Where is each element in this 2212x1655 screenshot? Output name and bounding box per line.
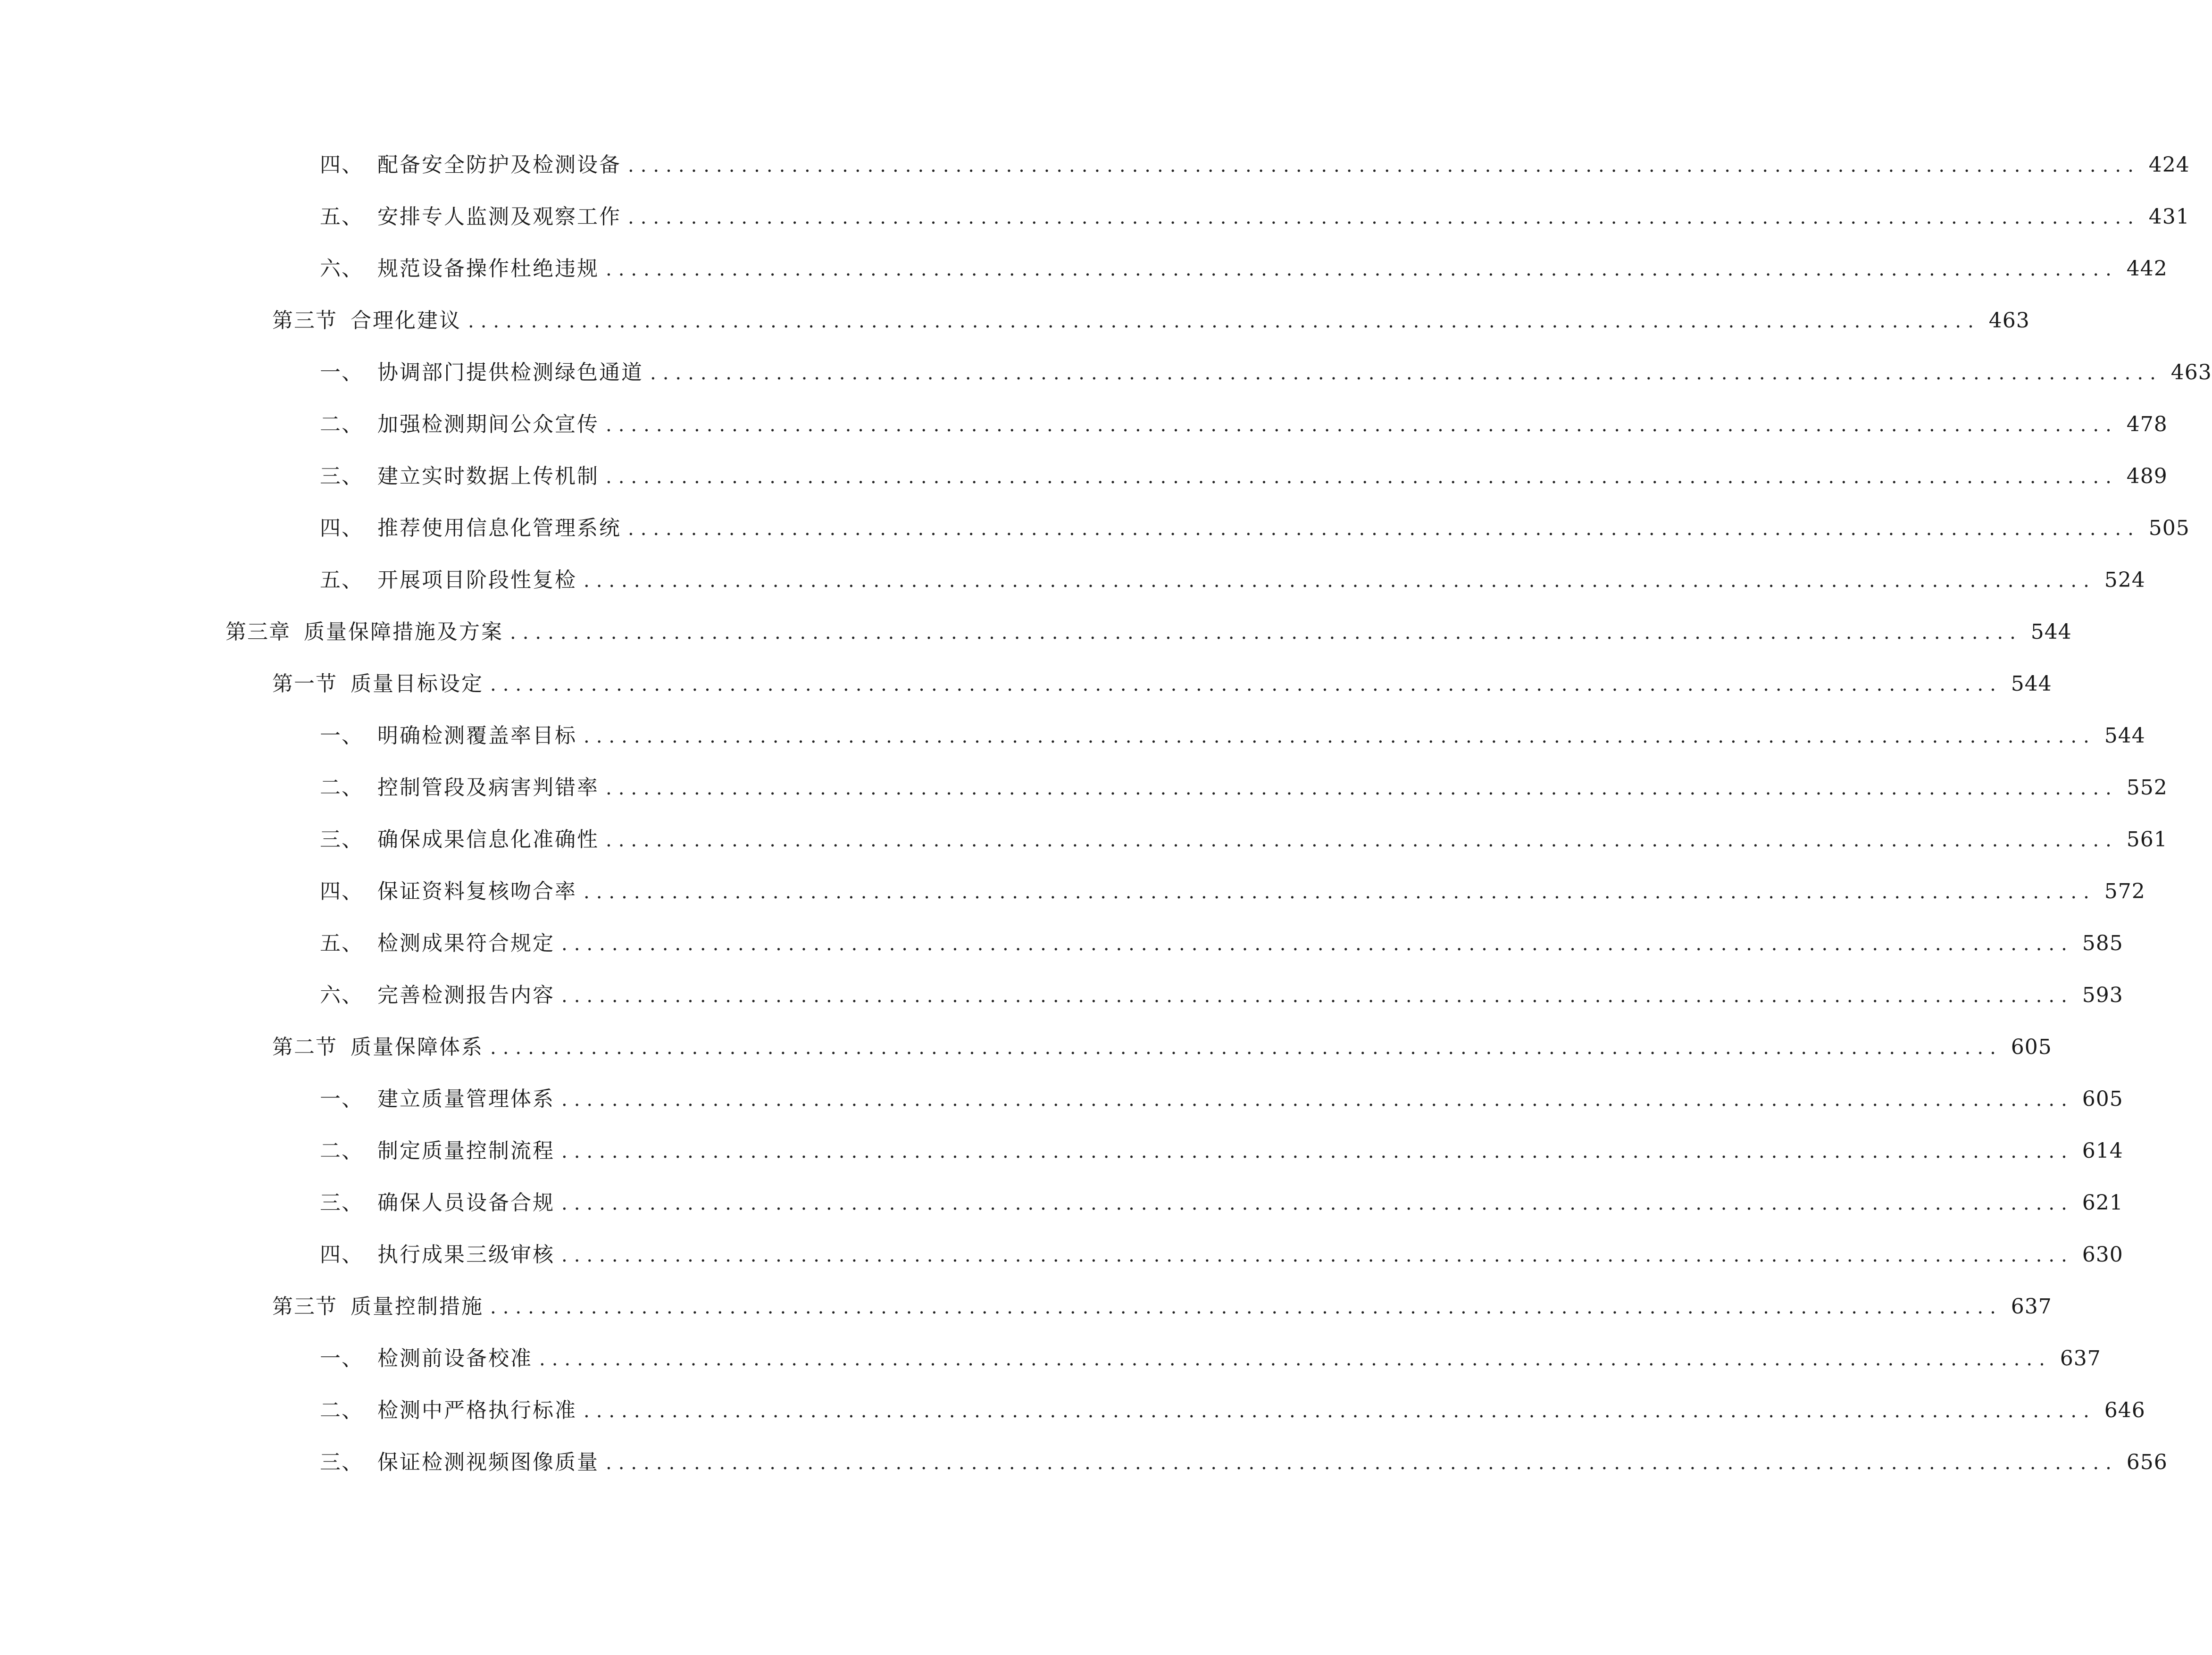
toc-entry-page: 424 (2148, 153, 2190, 177)
toc-leader-dots: ........................................................................................................................ (606, 466, 2118, 488)
toc-entry[interactable] (0, 1187, 2123, 1220)
toc-entry[interactable] (0, 304, 2030, 337)
toc-entry-page: 442 (2126, 257, 2168, 281)
toc-entry-number: 二、 (320, 776, 363, 800)
toc-entry-title: 建立质量管理体系 (377, 1087, 555, 1111)
toc-entry-title: 开展项目阶段性复检 (377, 568, 577, 592)
toc-entry-title: 规范设备操作杜绝违规 (377, 257, 599, 281)
toc-entry-page: 605 (2082, 1087, 2123, 1111)
toc-entry-page: 561 (2126, 828, 2168, 852)
toc-entry-title: 检测成果符合规定 (377, 931, 555, 955)
toc-entry-number: 五、 (320, 205, 363, 229)
toc-entry-page: 463 (2170, 360, 2212, 384)
toc-entry-page: 478 (2126, 412, 2168, 436)
toc-entry-title: 配备安全防护及检测设备 (377, 153, 621, 177)
toc-entry-number: 三、 (320, 464, 363, 488)
toc-entry[interactable] (0, 149, 2190, 182)
toc-entry-page: 637 (2011, 1295, 2052, 1319)
toc-entry-number: 五、 (320, 931, 363, 955)
toc-entry-title: 质量目标设定 (351, 672, 484, 696)
toc-entry-number: 二、 (320, 1139, 363, 1163)
toc-entry[interactable] (0, 668, 2052, 701)
toc-entry[interactable] (0, 512, 2190, 545)
toc-entry-page: 505 (2148, 516, 2190, 540)
toc-leader-dots: ........................................................................................................................ (650, 362, 2162, 384)
toc-leader-dots: ........................................................................................................................ (628, 518, 2140, 540)
toc-leader-dots: ........................................................................................................................ (510, 622, 2022, 644)
toc-leader-dots: ........................................................................................................................ (584, 881, 2096, 903)
toc-entry[interactable] (0, 460, 2168, 493)
toc-entry-page: 489 (2126, 464, 2168, 488)
toc-entry-title: 执行成果三级审核 (377, 1243, 555, 1267)
toc-leader-dots: ........................................................................................................................ (490, 674, 2003, 695)
toc-entry-number: 三、 (320, 1191, 363, 1215)
toc-leader-dots: ........................................................................................................................ (628, 155, 2140, 176)
toc-entry-page: 572 (2104, 879, 2145, 903)
toc-entry-number: 一、 (320, 724, 363, 748)
toc-entry-number: 一、 (320, 360, 363, 384)
toc-entry[interactable] (0, 771, 2168, 804)
toc-entry[interactable] (0, 1446, 2168, 1479)
toc-leader-dots: ........................................................................................................................ (584, 726, 2096, 747)
toc-entry-page: 605 (2011, 1035, 2052, 1059)
toc-entry-number: 四、 (320, 1243, 363, 1267)
toc-entry-number: 四、 (320, 879, 363, 903)
toc-leader-dots: ........................................................................................................................ (628, 207, 2140, 228)
toc-entry-title: 制定质量控制流程 (377, 1139, 555, 1163)
toc-entry[interactable] (0, 1135, 2123, 1168)
toc-entry-page: 431 (2148, 205, 2190, 229)
toc-entry[interactable] (0, 1394, 2145, 1427)
toc-leader-dots: ........................................................................................................................ (606, 829, 2118, 851)
toc-entry-title: 安排专人监测及观察工作 (377, 205, 621, 229)
toc-entry-title: 完善检测报告内容 (377, 983, 555, 1007)
toc-entry-page: 463 (1988, 309, 2030, 333)
toc-entry[interactable] (0, 1238, 2123, 1271)
toc-entry-number: 第三节 (272, 1295, 337, 1319)
toc-entry-title: 质量控制措施 (351, 1295, 484, 1319)
toc-entry[interactable] (0, 719, 2145, 752)
toc-leader-dots: ........................................................................................................................ (468, 310, 1980, 332)
toc-entry-page: 524 (2104, 568, 2145, 592)
toc-leader-dots: ........................................................................................................................ (490, 1296, 2003, 1318)
toc-entry-page: 544 (2030, 620, 2072, 644)
toc-entry-title: 确保成果信息化准确性 (377, 828, 599, 852)
toc-leader-dots: ........................................................................................................................ (490, 1037, 2003, 1059)
toc-entry-page: 656 (2126, 1450, 2168, 1474)
toc-entry-title: 加强检测期间公众宣传 (377, 412, 599, 436)
toc-entry[interactable] (0, 408, 2168, 441)
toc-entry[interactable] (0, 927, 2123, 960)
toc-entry[interactable] (0, 252, 2168, 285)
toc-entry-number: 三、 (320, 828, 363, 852)
toc-leader-dots: ........................................................................................................................ (539, 1348, 2052, 1370)
toc-leader-dots: ........................................................................................................................ (561, 1141, 2074, 1162)
toc-entry-page: 585 (2082, 931, 2123, 955)
toc-entry-number: 二、 (320, 1398, 363, 1422)
toc-entry[interactable] (0, 1290, 2052, 1323)
toc-entry-page: 637 (2060, 1346, 2101, 1371)
toc-entry[interactable] (0, 564, 2145, 597)
toc-leader-dots: ........................................................................................................................ (606, 777, 2118, 799)
toc-leader-dots: ........................................................................................................................ (606, 414, 2118, 436)
toc-entry-number: 一、 (320, 1346, 363, 1371)
toc-entry-title: 检测中严格执行标准 (377, 1398, 577, 1422)
toc-entry-number: 六、 (320, 257, 363, 281)
toc-leader-dots: ........................................................................................................................ (561, 985, 2074, 1007)
toc-entry-number: 二、 (320, 412, 363, 436)
toc-entry-title: 保证资料复核吻合率 (377, 879, 577, 903)
toc-entry-title: 协调部门提供检测绿色通道 (377, 360, 643, 384)
toc-entry-title: 保证检测视频图像质量 (377, 1450, 599, 1474)
toc-entry[interactable] (0, 875, 2145, 908)
toc-entry-title: 质量保障措施及方案 (304, 620, 503, 644)
toc-entry-title: 合理化建议 (351, 309, 461, 333)
toc-entry-number: 五、 (320, 568, 363, 592)
toc-entry-number: 四、 (320, 516, 363, 540)
toc-entry-number: 四、 (320, 153, 363, 177)
toc-entry-title: 检测前设备校准 (377, 1346, 533, 1371)
toc-entry-page: 544 (2104, 724, 2145, 748)
toc-entry-page: 621 (2082, 1191, 2123, 1215)
toc-entry[interactable] (0, 356, 2212, 389)
toc-entry-number: 一、 (320, 1087, 363, 1111)
toc-entry[interactable] (0, 1031, 2052, 1064)
toc-leader-dots: ........................................................................................................................ (561, 933, 2074, 955)
toc-entry-title: 控制管段及病害判错率 (377, 776, 599, 800)
toc-leader-dots: ........................................................................................................................ (606, 259, 2118, 280)
toc-entry-page: 630 (2082, 1243, 2123, 1267)
toc-entry-number: 六、 (320, 983, 363, 1007)
toc-entry-page: 552 (2126, 776, 2168, 800)
toc-leader-dots: ........................................................................................................................ (561, 1089, 2074, 1111)
toc-entry-page: 646 (2104, 1398, 2145, 1422)
toc-entry[interactable] (0, 1083, 2123, 1116)
toc-entry[interactable] (0, 616, 2072, 649)
toc-entry-title: 确保人员设备合规 (377, 1191, 555, 1215)
toc-entry-title: 推荐使用信息化管理系统 (377, 516, 621, 540)
toc-leader-dots: ........................................................................................................................ (561, 1245, 2074, 1266)
toc-entry[interactable] (0, 823, 2168, 856)
toc-entry-number: 第三节 (272, 309, 337, 333)
toc-entry[interactable] (0, 1342, 2101, 1375)
toc-leader-dots: ........................................................................................................................ (584, 570, 2096, 592)
toc-entry-page: 544 (2011, 672, 2052, 696)
toc-entry-number: 第一节 (272, 672, 337, 696)
toc-leader-dots: ........................................................................................................................ (561, 1193, 2074, 1214)
toc-entry-page: 614 (2082, 1139, 2123, 1163)
toc-entry-number: 第三章 (225, 620, 291, 644)
toc-entry[interactable] (0, 201, 2190, 234)
toc-entry-title: 明确检测覆盖率目标 (377, 724, 577, 748)
toc-entry-number: 第二节 (272, 1035, 337, 1059)
toc-leader-dots: ........................................................................................................................ (584, 1400, 2096, 1422)
toc-entry-title: 质量保障体系 (351, 1035, 484, 1059)
toc-entry-page: 593 (2082, 983, 2123, 1007)
toc-entry[interactable] (0, 979, 2123, 1012)
toc-leader-dots: ........................................................................................................................ (606, 1452, 2118, 1474)
toc-entry-title: 建立实时数据上传机制 (377, 464, 599, 488)
toc-entry-number: 三、 (320, 1450, 363, 1474)
